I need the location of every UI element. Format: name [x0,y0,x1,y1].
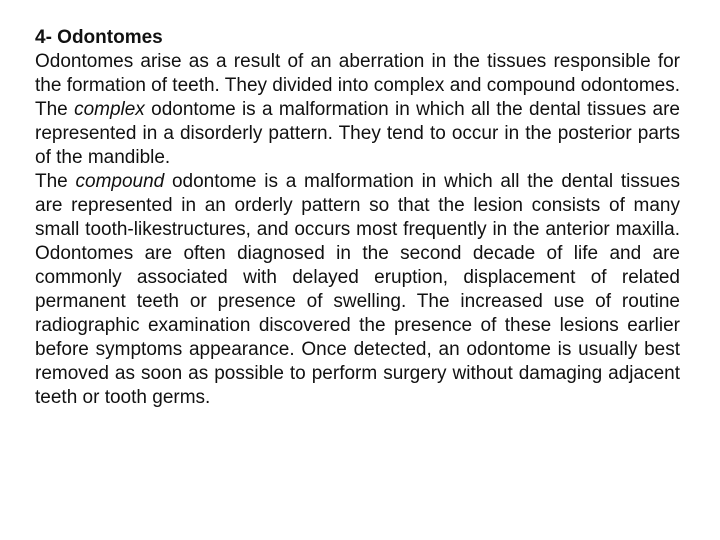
compound-prefix: The [35,171,76,192]
section-heading: 4- Odontomes [35,27,163,48]
compound-odontome-paragraph [35,170,680,410]
complex-prefix: The [35,99,75,120]
complex-term: complex [74,99,145,120]
intro-text: Odontomes arise as a result of an aberration in the tissues responsible for the formation of teeth. They divided into complex and compound odontomes. [35,51,680,96]
slide-content [35,26,680,410]
intro-paragraph [35,50,680,98]
complex-odontome-paragraph [35,98,680,170]
compound-term: compound [75,171,165,192]
compound-description: odontome is a malformation in which all the dental tissues are represented in an orderly pattern so that the lesion consists of many small tooth-likestructures, and occurs most frequently in the anterior maxilla. Odontomes are often diagnosed in the second decade of life and are commonly associated with delayed eruption, displacement of related permanent teeth or presence of swelling. The increased use of routine radiographic examination discovered the presence of these lesions earlier before symptoms appearance. Once detected, an odontome is usually best removed as soon as possible to perform surgery without damaging adjacent teeth or tooth germs. [35,171,680,408]
complex-description: odontome is a malformation in which all the dental tissues are represented in a disorderly pattern. They tend to occur in the posterior parts of the mandible. [35,99,680,168]
